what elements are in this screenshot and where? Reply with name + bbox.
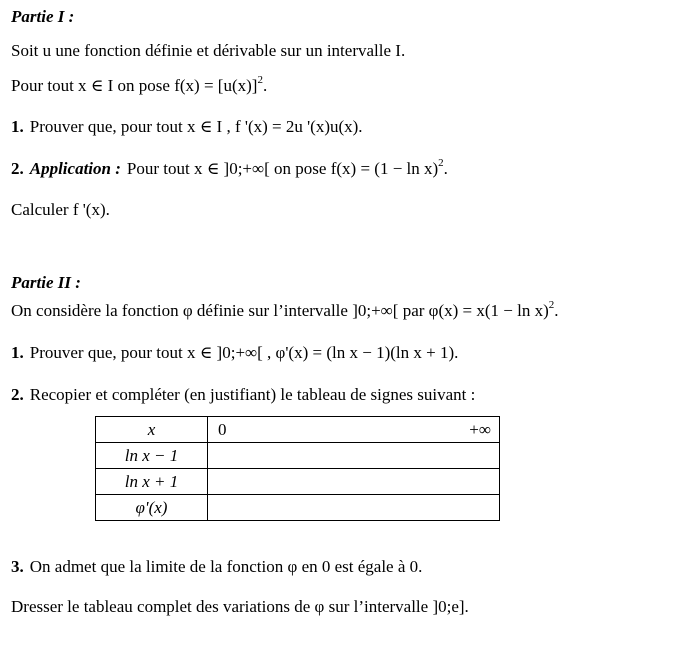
sign-table-row-label: ln x + 1 bbox=[96, 469, 208, 495]
part2-question1 bbox=[11, 342, 458, 364]
part2-title: Partie II : bbox=[11, 273, 81, 292]
sign-table bbox=[95, 416, 500, 521]
part1-intro-line2 bbox=[11, 75, 267, 97]
part1-question2 bbox=[11, 158, 448, 180]
part1-title: Partie I : bbox=[11, 7, 75, 26]
part1-q2-exponent: 2 bbox=[438, 157, 444, 169]
part2-intro-end: . bbox=[554, 301, 559, 320]
part1-intro-line2-text: Pour tout x ∈ I on pose f(x) = [u(x)] bbox=[11, 76, 258, 95]
sign-table-empty-cell bbox=[208, 469, 500, 495]
part2-q1-number: 1. bbox=[11, 343, 24, 362]
part2-final-instruction: Dresser le tableau complet des variations de φ sur l’intervalle ]0;e]. bbox=[11, 597, 469, 616]
part2-intro bbox=[11, 300, 559, 322]
part1-intro-end: . bbox=[262, 76, 268, 95]
part1-q2-number: 2. bbox=[11, 159, 24, 178]
sign-table-row bbox=[96, 443, 500, 469]
sign-table-header-variable: x bbox=[96, 417, 208, 443]
sign-table-header-interval bbox=[208, 417, 500, 443]
part2-question2 bbox=[11, 384, 475, 406]
sign-table-row bbox=[96, 469, 500, 495]
sign-table-empty-cell bbox=[208, 443, 500, 469]
part2-intro-text: On considère la fonction φ définie sur l’intervalle ]0;+∞[ par φ(x) = x(1 − ln x) bbox=[11, 301, 549, 320]
part2-q1-text: Prouver que, pour tout x ∈ ]0;+∞[ , φ'(x) = (ln x − 1)(ln x + 1). bbox=[29, 343, 459, 362]
part2-q2-number: 2. bbox=[11, 385, 24, 404]
part1-q2-end: . bbox=[443, 159, 448, 178]
part1-intro-exponent: 2 bbox=[257, 74, 263, 86]
part1-q1-number: 1. bbox=[11, 117, 24, 136]
part2-q3-number: 3. bbox=[11, 557, 24, 576]
part1-intro-line1: Soit u une fonction définie et dérivable sur un intervalle I. bbox=[11, 41, 406, 60]
part2-question3 bbox=[11, 556, 422, 578]
part1-q2-label: Application : bbox=[29, 159, 121, 178]
sign-table-row-label: ln x − 1 bbox=[96, 443, 208, 469]
sign-table-header-row bbox=[96, 417, 500, 443]
sign-table-row-label: φ'(x) bbox=[96, 495, 208, 521]
part2-q3-text: On admet que la limite de la fonction φ en 0 est égale à 0. bbox=[29, 557, 423, 576]
part1-q2-text: Pour tout x ∈ ]0;+∞[ on pose f(x) = (1 − ln x) bbox=[126, 159, 439, 178]
part1-q1-text: Prouver que, pour tout x ∈ I , f '(x) = 2u '(x)u(x). bbox=[29, 117, 363, 136]
part1-question1 bbox=[11, 116, 363, 138]
sign-table-empty-cell bbox=[208, 495, 500, 521]
sign-table-row bbox=[96, 495, 500, 521]
sign-table-start-value: 0 bbox=[218, 419, 227, 439]
part2-intro-exponent: 2 bbox=[548, 299, 555, 311]
sign-table-end-value: +∞ bbox=[469, 419, 491, 439]
part2-q2-text: Recopier et compléter (en justifiant) le tableau de signes suivant : bbox=[29, 385, 476, 404]
part1-calculate: Calculer f '(x). bbox=[11, 200, 110, 219]
